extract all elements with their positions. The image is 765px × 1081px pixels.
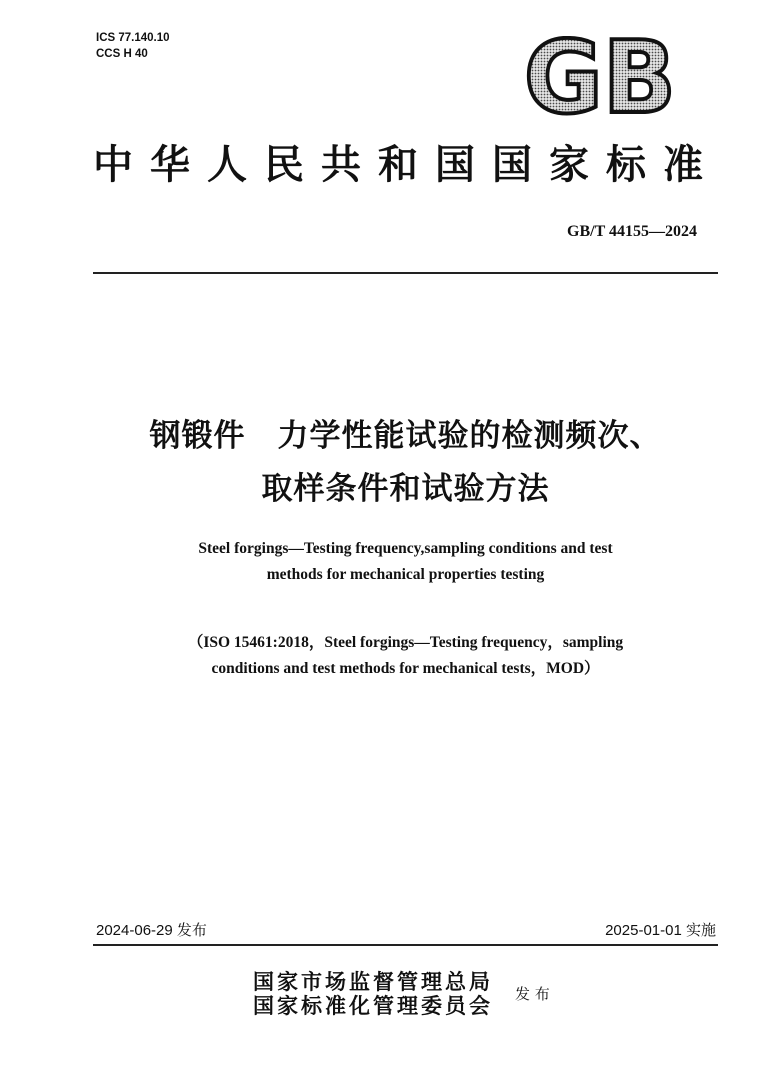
chinese-title-line-1: 钢锻件 力学性能试验的检测频次、 <box>149 418 662 454</box>
issuer-samr: 国家市场监督管理总局 <box>253 969 493 994</box>
gb-logo-lettering: GB <box>524 36 676 118</box>
ccs-code: CCS H 40 <box>96 48 148 60</box>
footer-divider <box>93 944 718 946</box>
gb-logo <box>522 36 678 118</box>
iso-reference-line-1: （ISO 15461:2018，Steel forgings—Testing frequency，sampling <box>187 634 624 651</box>
english-title-line-2: methods for mechanical properties testing <box>266 566 545 583</box>
chinese-title-line-2: 取样条件和试验方法 <box>261 471 550 507</box>
classification-codes <box>96 30 170 62</box>
english-title-line-1: Steel forgings—Testing frequency,sampling conditions and test <box>198 540 613 557</box>
standard-number: GB/T 44155—2024 <box>567 223 697 240</box>
implementation-date: 2025-01-01 实施 <box>605 922 716 939</box>
iso-reference <box>93 630 718 682</box>
ics-code: ICS 77.140.10 <box>96 32 170 44</box>
chinese-title <box>93 410 718 516</box>
issuing-authorities <box>253 970 493 1018</box>
issue-label: 发 布 <box>515 985 550 1003</box>
standard-category-title: 中华人民共和国国家标准 <box>93 141 720 188</box>
english-title <box>93 536 718 588</box>
issuer-sac: 国家标准化管理委员会 <box>253 993 493 1018</box>
iso-reference-line-2: conditions and test methods for mechanical tests，MOD） <box>211 660 600 677</box>
issue-date: 2024-06-29 发布 <box>96 922 207 939</box>
header-divider <box>93 272 718 274</box>
